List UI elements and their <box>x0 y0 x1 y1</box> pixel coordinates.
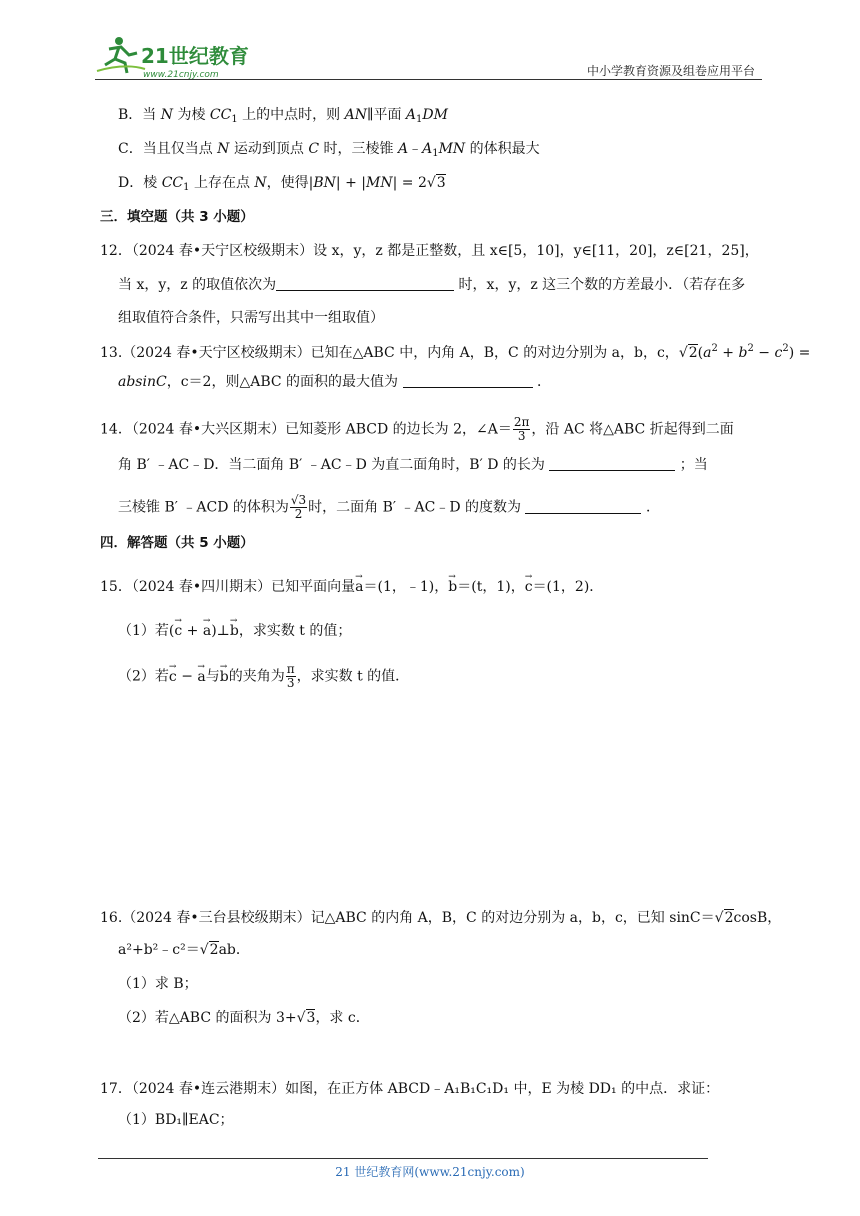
q16-line1: 16.（2024 春•三台县校级期末）记△ABC 的内角 A，B，C 的对边分别为 a，b，c，已知 sinC＝√2cosB， <box>100 910 782 926</box>
q16-part2: （2）若△ABC 的面积为 3+√3，求 c． <box>118 1010 370 1026</box>
q15-line1: 15．（2024 春•四川期末）已知平面向量→ a＝(1，﹣1)，→ b＝(t，1)，→ c＝(1，2)． <box>100 577 603 597</box>
option-b: B．当 N 为棱 $CC_1$ 上的中点时，则 AN∥平面 $A_1DM$ <box>118 107 448 125</box>
q13-answer-blank <box>403 373 533 388</box>
option-c: C．当且仅当点 N 运动到顶点 C 时，三棱锥 $A﹣A_1MN$ 的体积最大 <box>118 141 540 159</box>
q14-answer-blank-1 <box>549 456 675 471</box>
q15-part2: （2）若→ c − → a与→ b的夹角为 $\frac{\pi}{3}$ ，求实数 t 的值． <box>118 663 409 690</box>
q14-line2: 角 B′ ﹣AC﹣D．当二面角 B′ ﹣AC﹣D 为直二面角时，B′ D 的长为 ；当 <box>118 457 708 473</box>
q13-line1: 13.（2024 春•天宁区校级期末）已知在△ABC 中，内角 A，B，C 的对边分别为 a，b，c，$√2(a^2 + b^2 - c^2)$ = <box>100 343 811 361</box>
header-divider <box>95 79 762 80</box>
footer-text: 21 世纪教育网(www.21cnjy.com) <box>335 1165 525 1179</box>
logo-url: www.21cnjy.com <box>143 70 219 80</box>
section-title-solutions: 四．解答题（共 5 小题） <box>100 535 254 551</box>
q12-line3: 组取值符合条件，只需写出其中一组取值） <box>118 310 384 326</box>
q16-part1: （1）求 B； <box>118 976 198 992</box>
q12-line1: 12．（2024 春•天宁区校级期末）设 x，y，z 都是正整数，且 x∈[5，10]，y∈[11，20]，z∈[21，25]， <box>100 243 759 259</box>
q15-part1: （1）若(→ c + → a)⊥→ b，求实数 t 的值； <box>118 621 351 641</box>
q17-part1: （1）BD₁∥EAC； <box>118 1112 234 1128</box>
footer-divider <box>98 1158 708 1159</box>
q12-line2: 当 x，y，z 的取值依次为 时，x，y，z 这三个数的方差最小．（若存在多 <box>118 277 746 293</box>
section-title-fill-in: 三．填空题（共 3 小题） <box>100 209 254 225</box>
q14-line3: 三棱锥 B′ ﹣ACD 的体积为 $\frac{√3}{2}$ 时，二面角 B′ ﹣AC﹣D 的度数为 ． <box>118 493 660 521</box>
logo-text: 21世纪教育 <box>141 44 249 68</box>
q14-line1: 14．（2024 春•大兴区期末）已知菱形 ABCD 的边长为 2，∠A＝ $\frac{2\pi}{3}$ ，沿 AC 将△ABC 折起得到二面 <box>100 415 734 443</box>
q17-line1: 17．（2024 春•连云港期末）如图，在正方体 ABCD﹣A₁B₁C₁D₁ 中，E 为棱 DD₁ 的中点．求证： <box>100 1081 720 1097</box>
header-platform-name: 中小学教育资源及组卷应用平台 <box>586 64 755 78</box>
site-logo <box>95 33 255 81</box>
q12-answer-blank <box>276 276 454 291</box>
q14-answer-blank-2 <box>525 499 641 514</box>
q16-line2: a²+b²﹣c²＝√2ab． <box>118 942 250 958</box>
runner-icon <box>97 37 145 73</box>
option-d: D．棱 $CC_1$ 上存在点 N，使得|BN| + |MN| = 2√3 <box>118 175 446 193</box>
q13-line2: absinC，c＝2，则△ABC 的面积的最大值为 ． <box>118 374 551 390</box>
